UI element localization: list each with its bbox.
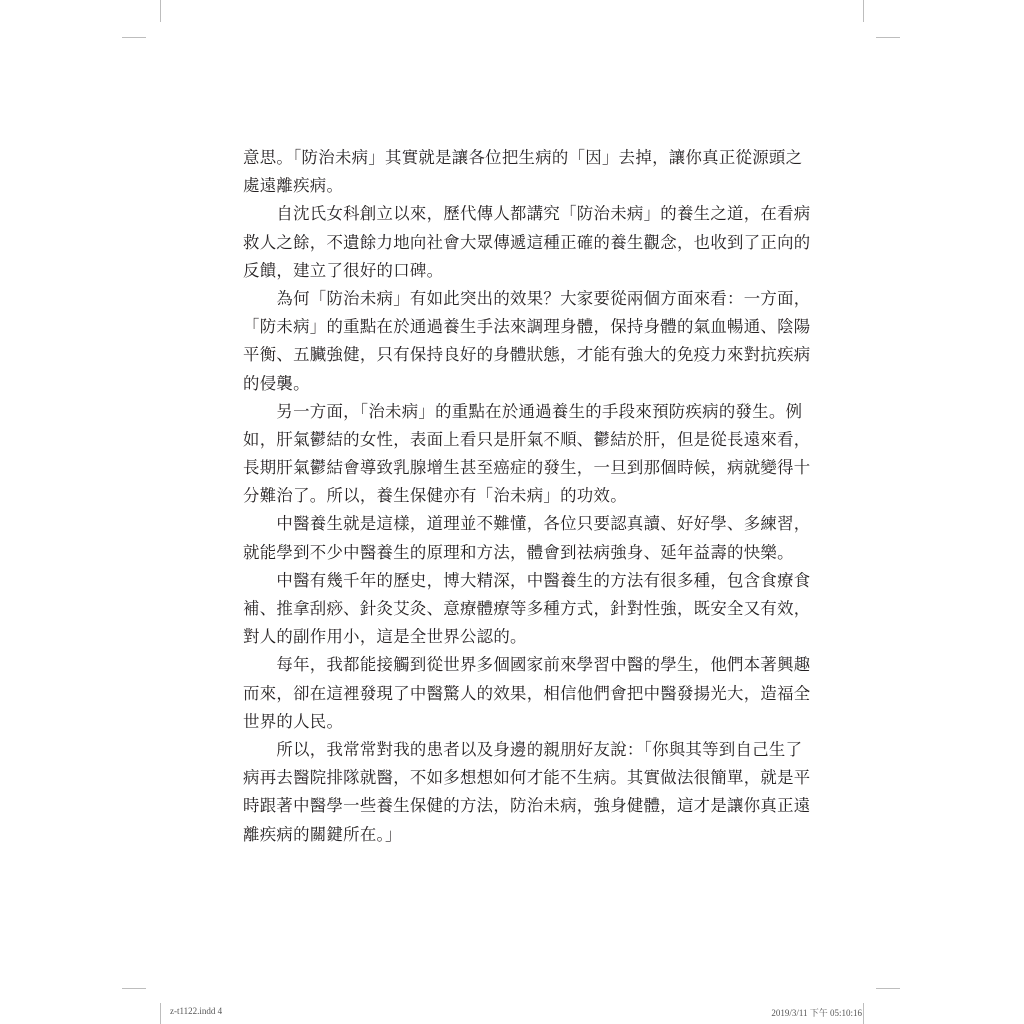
text-line: 「防未病」的重點在於通過養生手法來調理身體，保持身體的氣血暢通、陰陽 [243, 317, 811, 337]
text-line: 中醫有幾千年的歷史，博大精深，中醫養生的方法有很多種，包含食療食 [243, 570, 811, 590]
text-line: 所以，我常常對我的患者以及身邊的親朋好友說：「你與其等到自己生了 [243, 739, 803, 759]
text-line: 每年，我都能接觸到從世界多個國家前來學習中醫的學生，他們本著興趣 [243, 655, 811, 675]
crop-mark-bottom-right-horizontal [876, 988, 900, 989]
text-line: 平衡、五臟強健，只有保持良好的身體狀態，才能有強大的免疫力來對抗疾病 [243, 345, 811, 365]
text-line: 世界的人民。 [243, 711, 344, 731]
crop-mark-top-right-horizontal [876, 37, 900, 38]
text-line: 就能學到不少中醫養生的原理和方法，體會到祛病強身、延年益壽的快樂。 [243, 542, 794, 562]
text-line: 分難治了。所以，養生保健亦有「治未病」的功效。 [243, 486, 627, 506]
text-line: 處遠離疾病。 [243, 176, 344, 196]
text-line: 意思。「防治未病」其實就是讓各位把生病的「因」去掉，讓你真正從源頭之 [243, 148, 803, 167]
text-line: 補、推拿刮痧、針灸艾灸、意療體療等多種方式，針對性強，既安全又有效， [243, 599, 811, 618]
text-line: 長期肝氣鬱結會導致乳腺增生甚至癌症的發生，一旦到那個時候，病就變得十 [243, 458, 811, 478]
text-line: 如，肝氣鬱結的女性，表面上看只是肝氣不順、鬱結於肝，但是從長遠來看， [243, 429, 811, 449]
text-line: 中醫養生就是這樣，道理並不難懂，各位只要認真讀、好好學、多練習， [243, 514, 811, 534]
text-line: 反饋，建立了很好的口碑。 [243, 260, 444, 280]
slug-timestamp: 2019/3/11 下午 05:10:16 [771, 1008, 862, 1018]
text-line: 而來，卻在這裡發現了中醫驚人的效果，相信他們會把中醫發揚光大，造福全 [243, 683, 811, 703]
crop-mark-bottom-left-horizontal [122, 988, 146, 989]
slug-file-name: z-t1122.indd 4 [170, 1006, 223, 1016]
crop-mark-top-right-vertical [863, 0, 864, 22]
crop-mark-top-left-vertical [160, 0, 161, 22]
body-text [243, 144, 811, 849]
text-line: 對人的副作用小，這是全世界公認的。 [243, 627, 527, 647]
crop-mark-bottom-right-vertical [863, 1003, 864, 1024]
crop-mark-bottom-left-vertical [160, 1003, 161, 1024]
text-line: 另一方面，「治未病」的重點在於通過養生的手段來預防疾病的發生。例 [243, 401, 803, 421]
text-line: 病再去醫院排隊就醫，不如多想想如何才能不生病。其實做法很簡單，就是平 [243, 768, 811, 788]
text-line: 自沈氏女科創立以來，歷代傳人都講究「防治未病」的養生之道，在看病 [243, 204, 811, 224]
text-line: 的侵襲。 [243, 373, 310, 393]
text-line: 為何「防治未病」有如此突出的效果？大家要從兩個方面來看：一方面， [243, 288, 811, 308]
text-line: 時跟著中醫學一些養生保健的方法，防治未病，強身健體，這才是讓你真正遠 [243, 796, 811, 816]
text-line: 救人之餘，不遺餘力地向社會大眾傳遞這種正確的養生觀念，也收到了正向的 [243, 232, 811, 252]
text-line: 離疾病的關鍵所在。」 [243, 824, 402, 844]
crop-mark-top-left-horizontal [122, 37, 146, 38]
